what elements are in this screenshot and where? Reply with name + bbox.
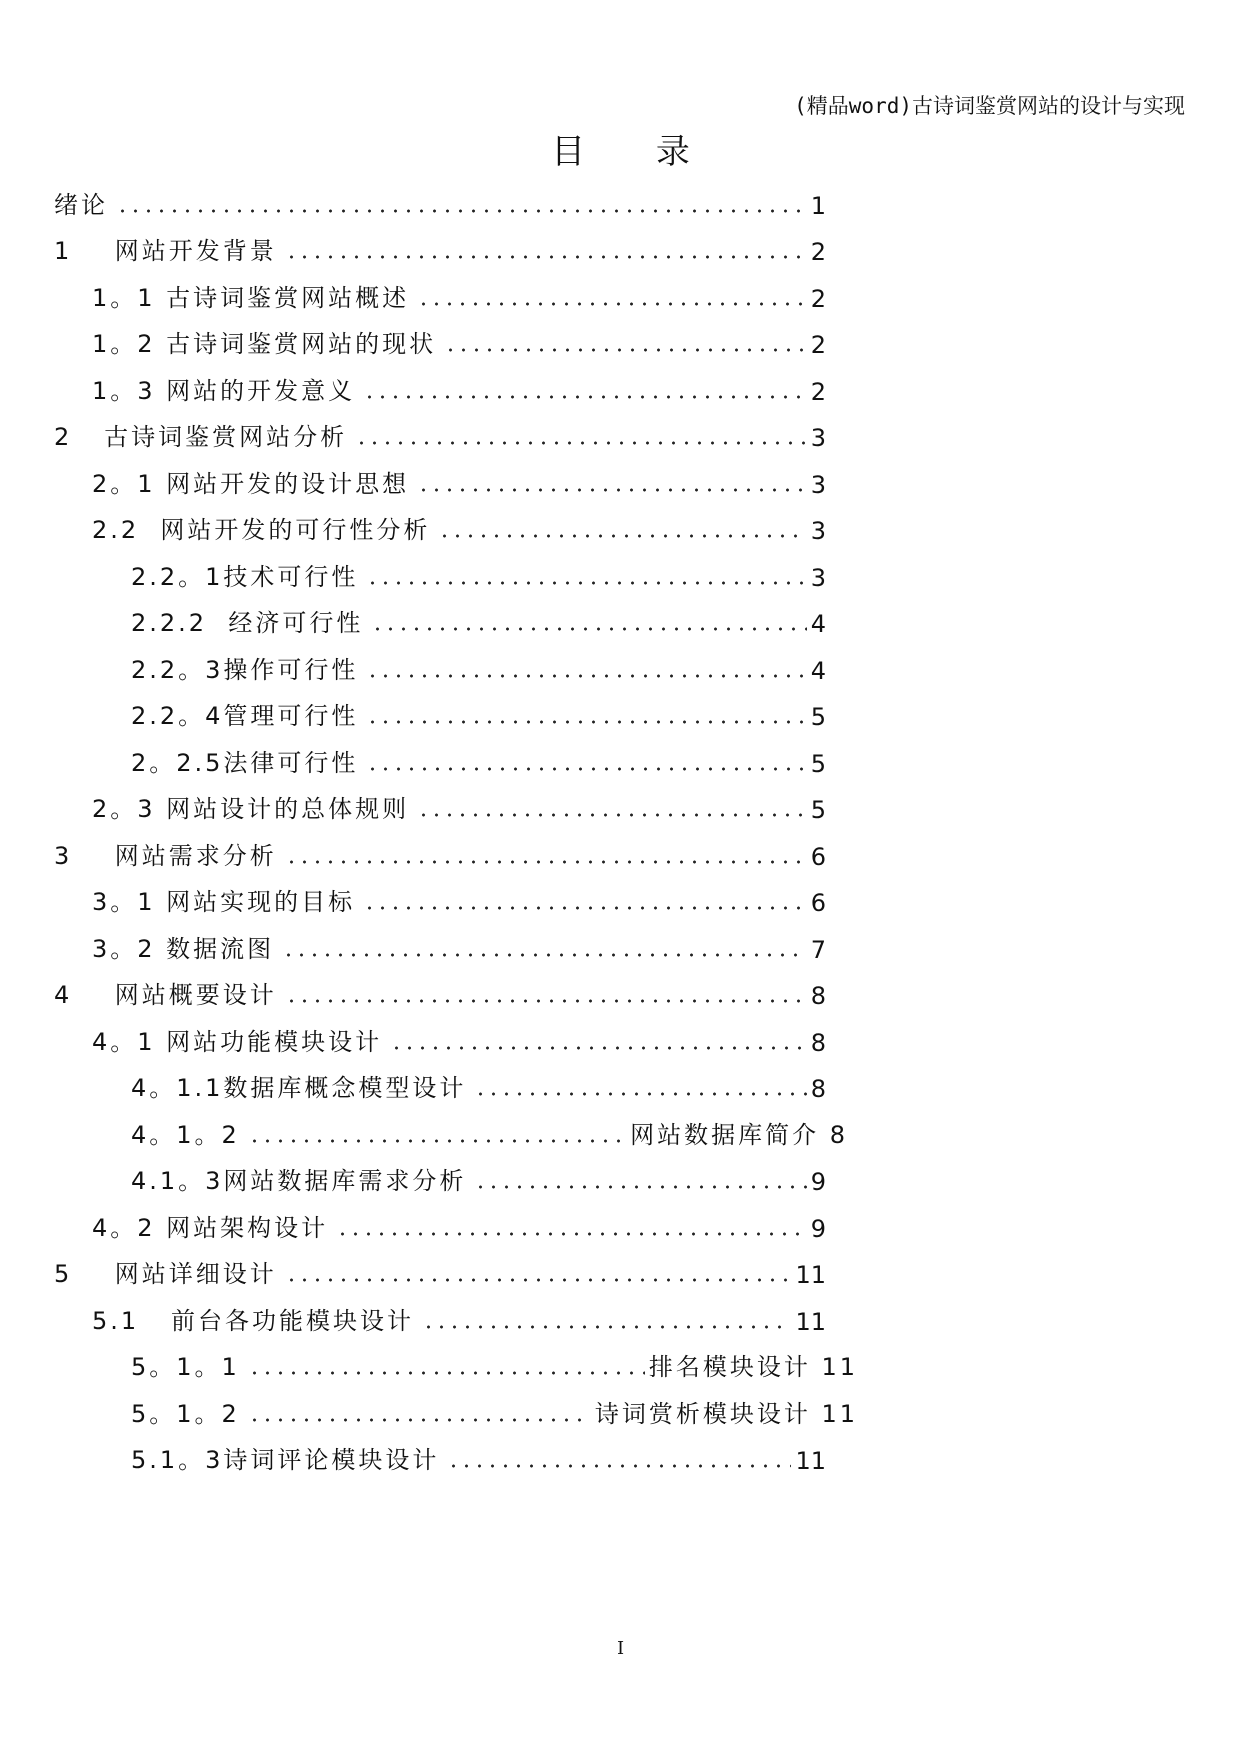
toc-entry-page: 11 xyxy=(795,1447,826,1475)
toc-entry[interactable] xyxy=(131,738,826,778)
dot-leader xyxy=(248,1139,626,1143)
toc-entry[interactable] xyxy=(131,598,826,638)
toc-entry[interactable] xyxy=(131,1156,826,1196)
document-header: (精品word)古诗词鉴赏网站的设计与实现 xyxy=(794,94,1185,118)
toc-entry[interactable] xyxy=(92,459,826,499)
toc-entry-label: 2。1 网站开发的设计思想 xyxy=(92,470,410,498)
toc-entry[interactable] xyxy=(131,552,826,592)
dot-leader xyxy=(248,1418,591,1422)
toc-entry-label: 1。3 网站的开发意义 xyxy=(92,377,356,405)
toc-entry[interactable] xyxy=(92,784,826,824)
toc-entry[interactable] xyxy=(131,1389,858,1429)
toc-entry-label: 5.1 前台各功能模块设计 xyxy=(92,1307,415,1335)
toc-entry[interactable] xyxy=(54,412,826,452)
dot-leader xyxy=(371,627,806,631)
toc-entry[interactable] xyxy=(92,366,826,406)
toc-entry-page: 4 xyxy=(810,610,826,638)
toc-entry-page: 8 xyxy=(810,982,826,1010)
toc-entry-page: 5 xyxy=(810,796,826,824)
toc-entry[interactable] xyxy=(54,1249,826,1289)
toc-entry-label: 3。1 网站实现的目标 xyxy=(92,888,356,916)
toc-entry-page: 2 xyxy=(810,378,826,406)
toc-entry[interactable] xyxy=(92,1017,826,1057)
dot-leader xyxy=(438,534,806,538)
toc-entry-page: 11 xyxy=(795,1261,826,1289)
dot-leader xyxy=(422,1325,791,1329)
dot-leader xyxy=(474,1092,806,1096)
dot-leader xyxy=(285,255,807,259)
toc-entry-label: 2 古诗词鉴赏网站分析 xyxy=(54,423,348,451)
dot-leader xyxy=(366,767,806,771)
toc-entry[interactable] xyxy=(131,691,826,731)
toc-entry-page: 9 xyxy=(810,1215,826,1243)
toc-entry-label: 2。3 网站设计的总体规则 xyxy=(92,795,410,823)
toc-entry[interactable] xyxy=(131,1435,826,1475)
toc-entry-page: 7 xyxy=(810,936,826,964)
toc-entry-label: 4.1。3网站数据库需求分析 xyxy=(131,1167,467,1195)
toc-entry-label: 2.2。4管理可行性 xyxy=(131,702,359,730)
toc-entry-page: 6 xyxy=(810,889,826,917)
toc-entry-page: 6 xyxy=(810,843,826,871)
dot-leader xyxy=(417,488,807,492)
toc-entry-label: 5。1。2 xyxy=(131,1400,240,1428)
toc-entry-page: 2 xyxy=(810,285,826,313)
toc-entry-page: 3 xyxy=(810,424,826,452)
toc-entry[interactable] xyxy=(54,180,826,220)
dot-leader xyxy=(355,441,807,445)
dot-leader xyxy=(282,953,807,957)
toc-entry[interactable] xyxy=(54,831,826,871)
toc-entry-label: 2.2 网站开发的可行性分析 xyxy=(92,516,431,544)
dot-leader xyxy=(285,999,807,1003)
toc-entry-label: 1。1 古诗词鉴赏网站概述 xyxy=(92,284,410,312)
dot-leader xyxy=(363,395,807,399)
toc-entry-label: 1 网站开发背景 xyxy=(54,237,277,265)
toc-entry-page: 5 xyxy=(810,750,826,778)
toc-entry-label: 2.2.2 经济可行性 xyxy=(131,609,364,637)
toc-entry[interactable] xyxy=(92,1203,826,1243)
toc-entry-label: 5.1。3诗词评论模块设计 xyxy=(131,1446,440,1474)
dot-leader xyxy=(366,581,806,585)
dot-leader xyxy=(285,860,807,864)
dot-leader xyxy=(417,302,807,306)
toc-entry-label: 绪论 xyxy=(54,191,108,219)
toc-entry[interactable] xyxy=(131,1110,848,1150)
toc-entry-label: 4。1。2 xyxy=(131,1121,240,1149)
dot-leader xyxy=(366,720,806,724)
dot-leader xyxy=(390,1046,807,1050)
toc-entry-page: 诗词赏析模块设计 11 xyxy=(594,1400,858,1428)
toc-entry-label: 2.2。3操作可行性 xyxy=(131,656,359,684)
toc-entry-label: 2。2.5法律可行性 xyxy=(131,749,359,777)
toc-entry-page: 排名模块设计 11 xyxy=(648,1353,858,1381)
dot-leader xyxy=(444,348,807,352)
toc-entry-label: 4。2 网站架构设计 xyxy=(92,1214,329,1242)
toc-entry-page: 3 xyxy=(810,471,826,499)
dot-leader xyxy=(248,1371,645,1375)
toc-entry-label: 5。1。1 xyxy=(131,1353,240,1381)
toc-entry[interactable] xyxy=(92,924,826,964)
toc-entry-page: 9 xyxy=(810,1168,826,1196)
toc-entry-page: 3 xyxy=(810,517,826,545)
toc-entry-page: 8 xyxy=(810,1075,826,1103)
toc-entry-label: 4。1 网站功能模块设计 xyxy=(92,1028,383,1056)
dot-leader xyxy=(285,1278,792,1282)
toc-entry-page: 11 xyxy=(795,1308,826,1336)
toc-entry-label: 3 网站需求分析 xyxy=(54,842,277,870)
dot-leader xyxy=(474,1185,806,1189)
dot-leader xyxy=(336,1232,807,1236)
toc-entry-page: 8 xyxy=(810,1029,826,1057)
toc-entry[interactable] xyxy=(131,1342,858,1382)
page-number: I xyxy=(616,1638,625,1659)
toc-entry-label: 1。2 古诗词鉴赏网站的现状 xyxy=(92,330,437,358)
dot-leader xyxy=(366,674,806,678)
toc-entry[interactable] xyxy=(131,1063,826,1103)
toc-title: 目 录 xyxy=(551,132,720,172)
dot-leader xyxy=(363,906,807,910)
toc-entry[interactable] xyxy=(92,1296,826,1336)
dot-leader xyxy=(417,813,807,817)
toc-entry[interactable] xyxy=(92,273,826,313)
toc-entry-page: 4 xyxy=(810,657,826,685)
toc-entry[interactable] xyxy=(54,226,826,266)
toc-entry[interactable] xyxy=(92,877,826,917)
toc-entry[interactable] xyxy=(92,505,826,545)
toc-entry[interactable] xyxy=(92,319,826,359)
toc-entry-page: 5 xyxy=(810,703,826,731)
toc-entry[interactable] xyxy=(131,645,826,685)
toc-entry-page: 3 xyxy=(810,564,826,592)
dot-leader xyxy=(116,209,807,213)
toc-entry-page: 1 xyxy=(810,192,826,220)
toc-entry-page: 2 xyxy=(810,331,826,359)
toc-entry-label: 5 网站详细设计 xyxy=(54,1260,277,1288)
dot-leader xyxy=(447,1464,791,1468)
toc-entry-label: 3。2 数据流图 xyxy=(92,935,275,963)
toc-entry[interactable] xyxy=(54,970,826,1010)
toc-entry-label: 4 网站概要设计 xyxy=(54,981,277,1009)
toc-entry-label: 4。1.1数据库概念模型设计 xyxy=(131,1074,467,1102)
toc-entry-page: 2 xyxy=(810,238,826,266)
toc-entry-page: 网站数据库简介 8 xyxy=(630,1121,848,1149)
toc-entry-label: 2.2。1技术可行性 xyxy=(131,563,359,591)
